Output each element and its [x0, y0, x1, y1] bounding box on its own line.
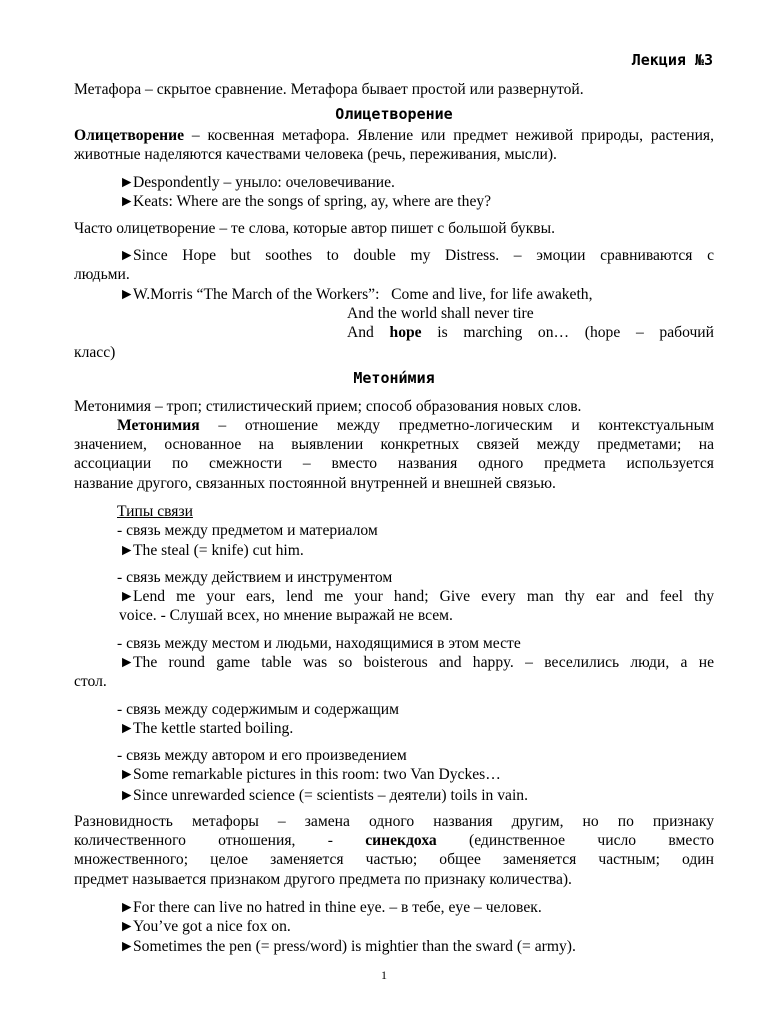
definition-term: Олицетворение: [74, 127, 185, 144]
bullet-arrow-icon: ►: [119, 286, 135, 303]
definition-text: – косвенная метафора. Явление или предмет неживой природы, растения, животные наделяются качествами человека (речь, переживания, мысли).: [74, 127, 714, 164]
bullet-arrow-icon: ►: [119, 918, 135, 935]
type-label: - связь между местом и людьми, находящимися в этом месте: [117, 635, 521, 652]
bullet-arrow-icon: ►: [119, 720, 135, 737]
bullet-arrow-icon: ►: [119, 542, 135, 559]
list-item: ►Since unrewarded science (= scientists – деятели) toils in vain.: [119, 787, 528, 804]
metonymy-intro: Метонимия – троп; стилистический прием; способ образования новых слов.: [74, 398, 582, 415]
bullet-arrow-icon: ►: [119, 588, 135, 605]
synecdoche-paragraph: Разновидность метафоры – замена одного названия другим, но по признаку количественного отношения, - синекдоха (единственное число вместо множественного; целое заменяется частью; общее заменяется частным; один предмет называется признаком другого предмета по признаку количества).: [74, 813, 714, 888]
bullet-arrow-icon: ►: [119, 899, 135, 916]
bullet-arrow-icon: ►: [119, 247, 135, 264]
synecdoche-term: синекдоха: [365, 832, 437, 850]
personification-heading: Олицетворение: [335, 105, 453, 123]
list-item: ►Despondently – уныло: очеловечивание.: [119, 174, 395, 191]
list-item: ►The steal (= knife) cut him.: [119, 542, 304, 559]
poem-line: And hope is marching on… (hope – рабочий: [347, 324, 714, 341]
metonymy-definition: Метонимия – отношение между предметно-логическим и контекстуальным значением, основанное на выявлении конкретных связей между предметами; на ассоциации по смежности – вместо названия одного предмета используется название другого, связанных постоянной внутренней и внешней связью.: [74, 417, 714, 492]
list-item: ►For there can live no hatred in thine eye. – в тебе, eye – человек.: [119, 899, 542, 916]
type-label: - связь между содержимым и содержащим: [117, 701, 399, 718]
poem-line: And the world shall never tire: [347, 305, 534, 322]
bullet-arrow-icon: ►: [119, 654, 135, 671]
bullet-arrow-icon: ►: [119, 174, 135, 191]
personification-note: Часто олицетворение – те слова, которые автор пишет с большой буквы.: [74, 220, 556, 237]
list-item: ►Sometimes the pen (= press/word) is mightier than the sward (= army).: [119, 938, 576, 955]
list-item: ►The round game table was so boisterous and happy. – веселились люди, а не стол.: [74, 654, 714, 691]
type-label: - связь между предметом и материалом: [117, 522, 378, 539]
list-item: ►W.Morris “The March of the Workers”: Come and live, for life awaketh,: [119, 286, 593, 303]
intro-paragraph: Метафора – скрытое сравнение. Метафора бывает простой или развернутой.: [74, 81, 584, 98]
bullet-arrow-icon: ►: [119, 787, 135, 804]
types-title: Типы связи: [117, 503, 193, 520]
bullet-arrow-icon: ►: [119, 938, 135, 955]
list-item: ►You’ve got a nice fox on.: [119, 918, 291, 935]
list-item: ►Some remarkable pictures in this room: two Van Dyckes…: [119, 766, 501, 783]
definition-term: Метонимия: [117, 417, 200, 434]
list-item: ►The kettle started boiling.: [119, 720, 294, 737]
lecture-title: Лекция №3: [631, 51, 713, 69]
bullet-arrow-icon: ►: [119, 193, 135, 210]
metonymy-heading: Метони́мия: [353, 369, 435, 387]
bullet-arrow-icon: ►: [119, 766, 135, 783]
list-item: ►Keats: Where are the songs of spring, ay, where are they?: [119, 193, 492, 210]
page-number: 1: [381, 968, 387, 982]
list-item: ►Since Hope but soothes to double my Distress. – эмоции сравниваются с людьми.: [74, 247, 714, 284]
poem-line: класс): [74, 344, 116, 361]
type-label: - связь между автором и его произведением: [117, 747, 407, 764]
type-label: - связь между действием и инструментом: [117, 569, 393, 586]
personification-definition: [74, 126, 714, 164]
list-item: ►Lend me your ears, lend me your hand; Give every man thy ear and feel thy voice. - Слушай всех, но мнение выражай не всем.: [119, 588, 714, 625]
